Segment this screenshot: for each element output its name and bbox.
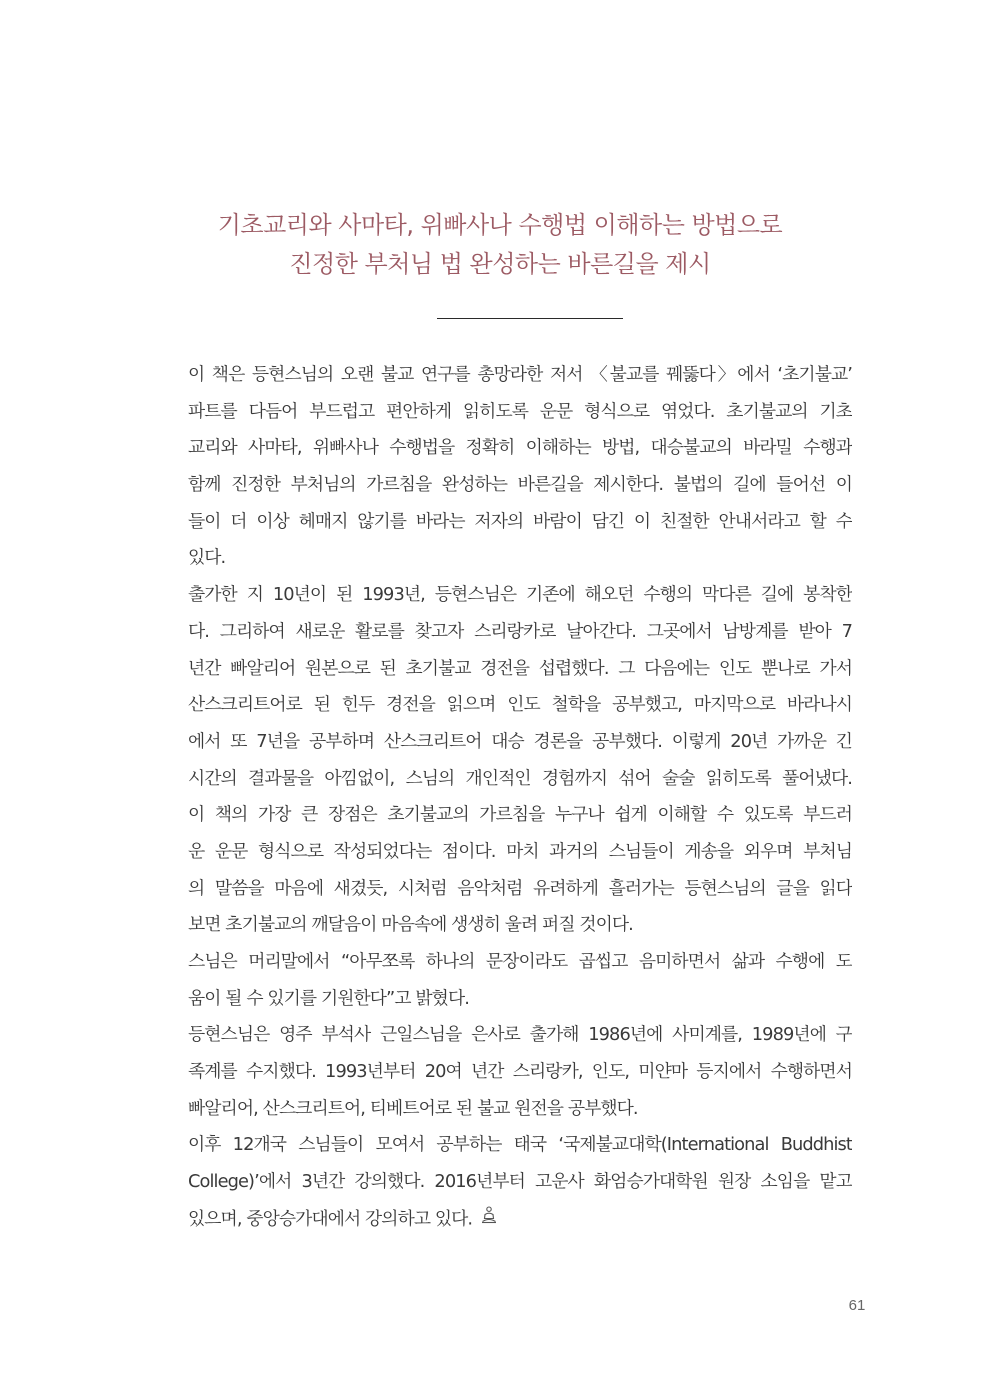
headline-divider <box>437 318 623 319</box>
body-line-final <box>188 1201 852 1238</box>
headline-line-1: 기초교리와 사마타, 위빠사나 수행법 이해하는 방법으로 <box>217 211 783 239</box>
body-line: 산스크리트어로 된 힌두 경전을 읽으며 인도 철학을 공부했고, 마지막으로 바라나시 <box>188 694 852 716</box>
body-line: College)’에서 3년간 강의했다. 2016년부터 고운사 화엄승가대학원 원장 소임을 맡고 <box>188 1171 852 1193</box>
body-line: 빠알리어, 산스크리트어, 티베트어로 된 불교 원전을 공부했다. <box>188 1097 638 1119</box>
body-line: 족계를 수지했다. 1993년부터 20여 년간 스리랑카, 인도, 미얀마 등지에서 수행하면서 <box>188 1061 852 1083</box>
body-line: 이 책은 등현스님의 오랜 불교 연구를 총망라한 저서 〈불교를 꿰뚫다〉에서 ‘초기불교’ <box>188 364 852 385</box>
headline <box>0 206 1000 284</box>
body-line-final-text: 있으며, 중앙승가대에서 강의하고 있다. <box>188 1208 473 1230</box>
body-line: 파트를 다듬어 부드럽고 편안하게 읽히도록 운문 형식으로 엮었다. 초기불교의 기초 <box>188 400 852 422</box>
body-text <box>188 357 852 1238</box>
body-line: 보면 초기불교의 깨달음이 마음속에 생생히 울려 퍼질 것이다. <box>188 914 633 936</box>
monk-icon <box>480 1201 498 1238</box>
body-line: 이후 12개국 스님들이 모여서 공부하는 태국 ‘국제불교대학(International Buddhist <box>188 1134 852 1156</box>
body-line: 등현스님은 영주 부석사 근일스님을 은사로 출가해 1986년에 사미계를, 1989년에 구 <box>188 1024 852 1046</box>
body-line: 운 운문 형식으로 작성되었다는 점이다. 마치 과거의 스님들이 게송을 외우며 부처님 <box>188 840 852 862</box>
body-line: 에서 또 7년을 공부하며 산스크리트어 대승 경론을 공부했다. 이렇게 20년 가까운 긴 <box>188 730 852 752</box>
body-line: 의 말씀을 마음에 새겼듯, 시처럼 음악처럼 유려하게 흘러가는 등현스님의 글을 읽다 <box>188 877 852 899</box>
body-line: 스님은 머리말에서 “아무쪼록 하나의 문장이라도 곱씹고 음미하면서 삶과 수행에 도 <box>188 951 852 972</box>
body-line: 있다. <box>188 547 226 569</box>
body-line: 교리와 사마타, 위빠사나 수행법을 정확히 이해하는 방법, 대승불교의 바라밀 수행과 <box>188 437 852 459</box>
body-line: 들이 더 이상 헤매지 않기를 바라는 저자의 바람이 담긴 이 친절한 안내서라고 할 수 <box>188 510 852 532</box>
body-line: 함께 진정한 부처님의 가르침을 완성하는 바른길을 제시한다. 불법의 길에 들어선 이 <box>188 474 852 496</box>
body-line: 다. 그리하여 새로운 활로를 찾고자 스리랑카로 날아간다. 그곳에서 남방계를 받아 7 <box>188 620 852 642</box>
body-line: 출가한 지 10년이 된 1993년, 등현스님은 기존에 해오던 수행의 막다른 길에 봉착한 <box>188 584 852 606</box>
body-line: 이 책의 가장 큰 장점은 초기불교의 가르침을 누구나 쉽게 이해할 수 있도록 부드러 <box>188 804 852 826</box>
body-line: 시간의 결과물을 아낌없이, 스님의 개인적인 경험까지 섞어 술술 읽히도록 풀어냈다. <box>188 767 852 789</box>
body-line: 년간 빠알리어 원본으로 된 초기불교 경전을 섭렵했다. 그 다음에는 인도 뿐나로 가서 <box>188 657 852 679</box>
headline-line-2: 진정한 부처님 법 완성하는 바른길을 제시 <box>289 250 711 278</box>
page-number: 61 <box>848 1297 866 1314</box>
body-line: 움이 될 수 있기를 기원한다”고 밝혔다. <box>188 987 469 1009</box>
